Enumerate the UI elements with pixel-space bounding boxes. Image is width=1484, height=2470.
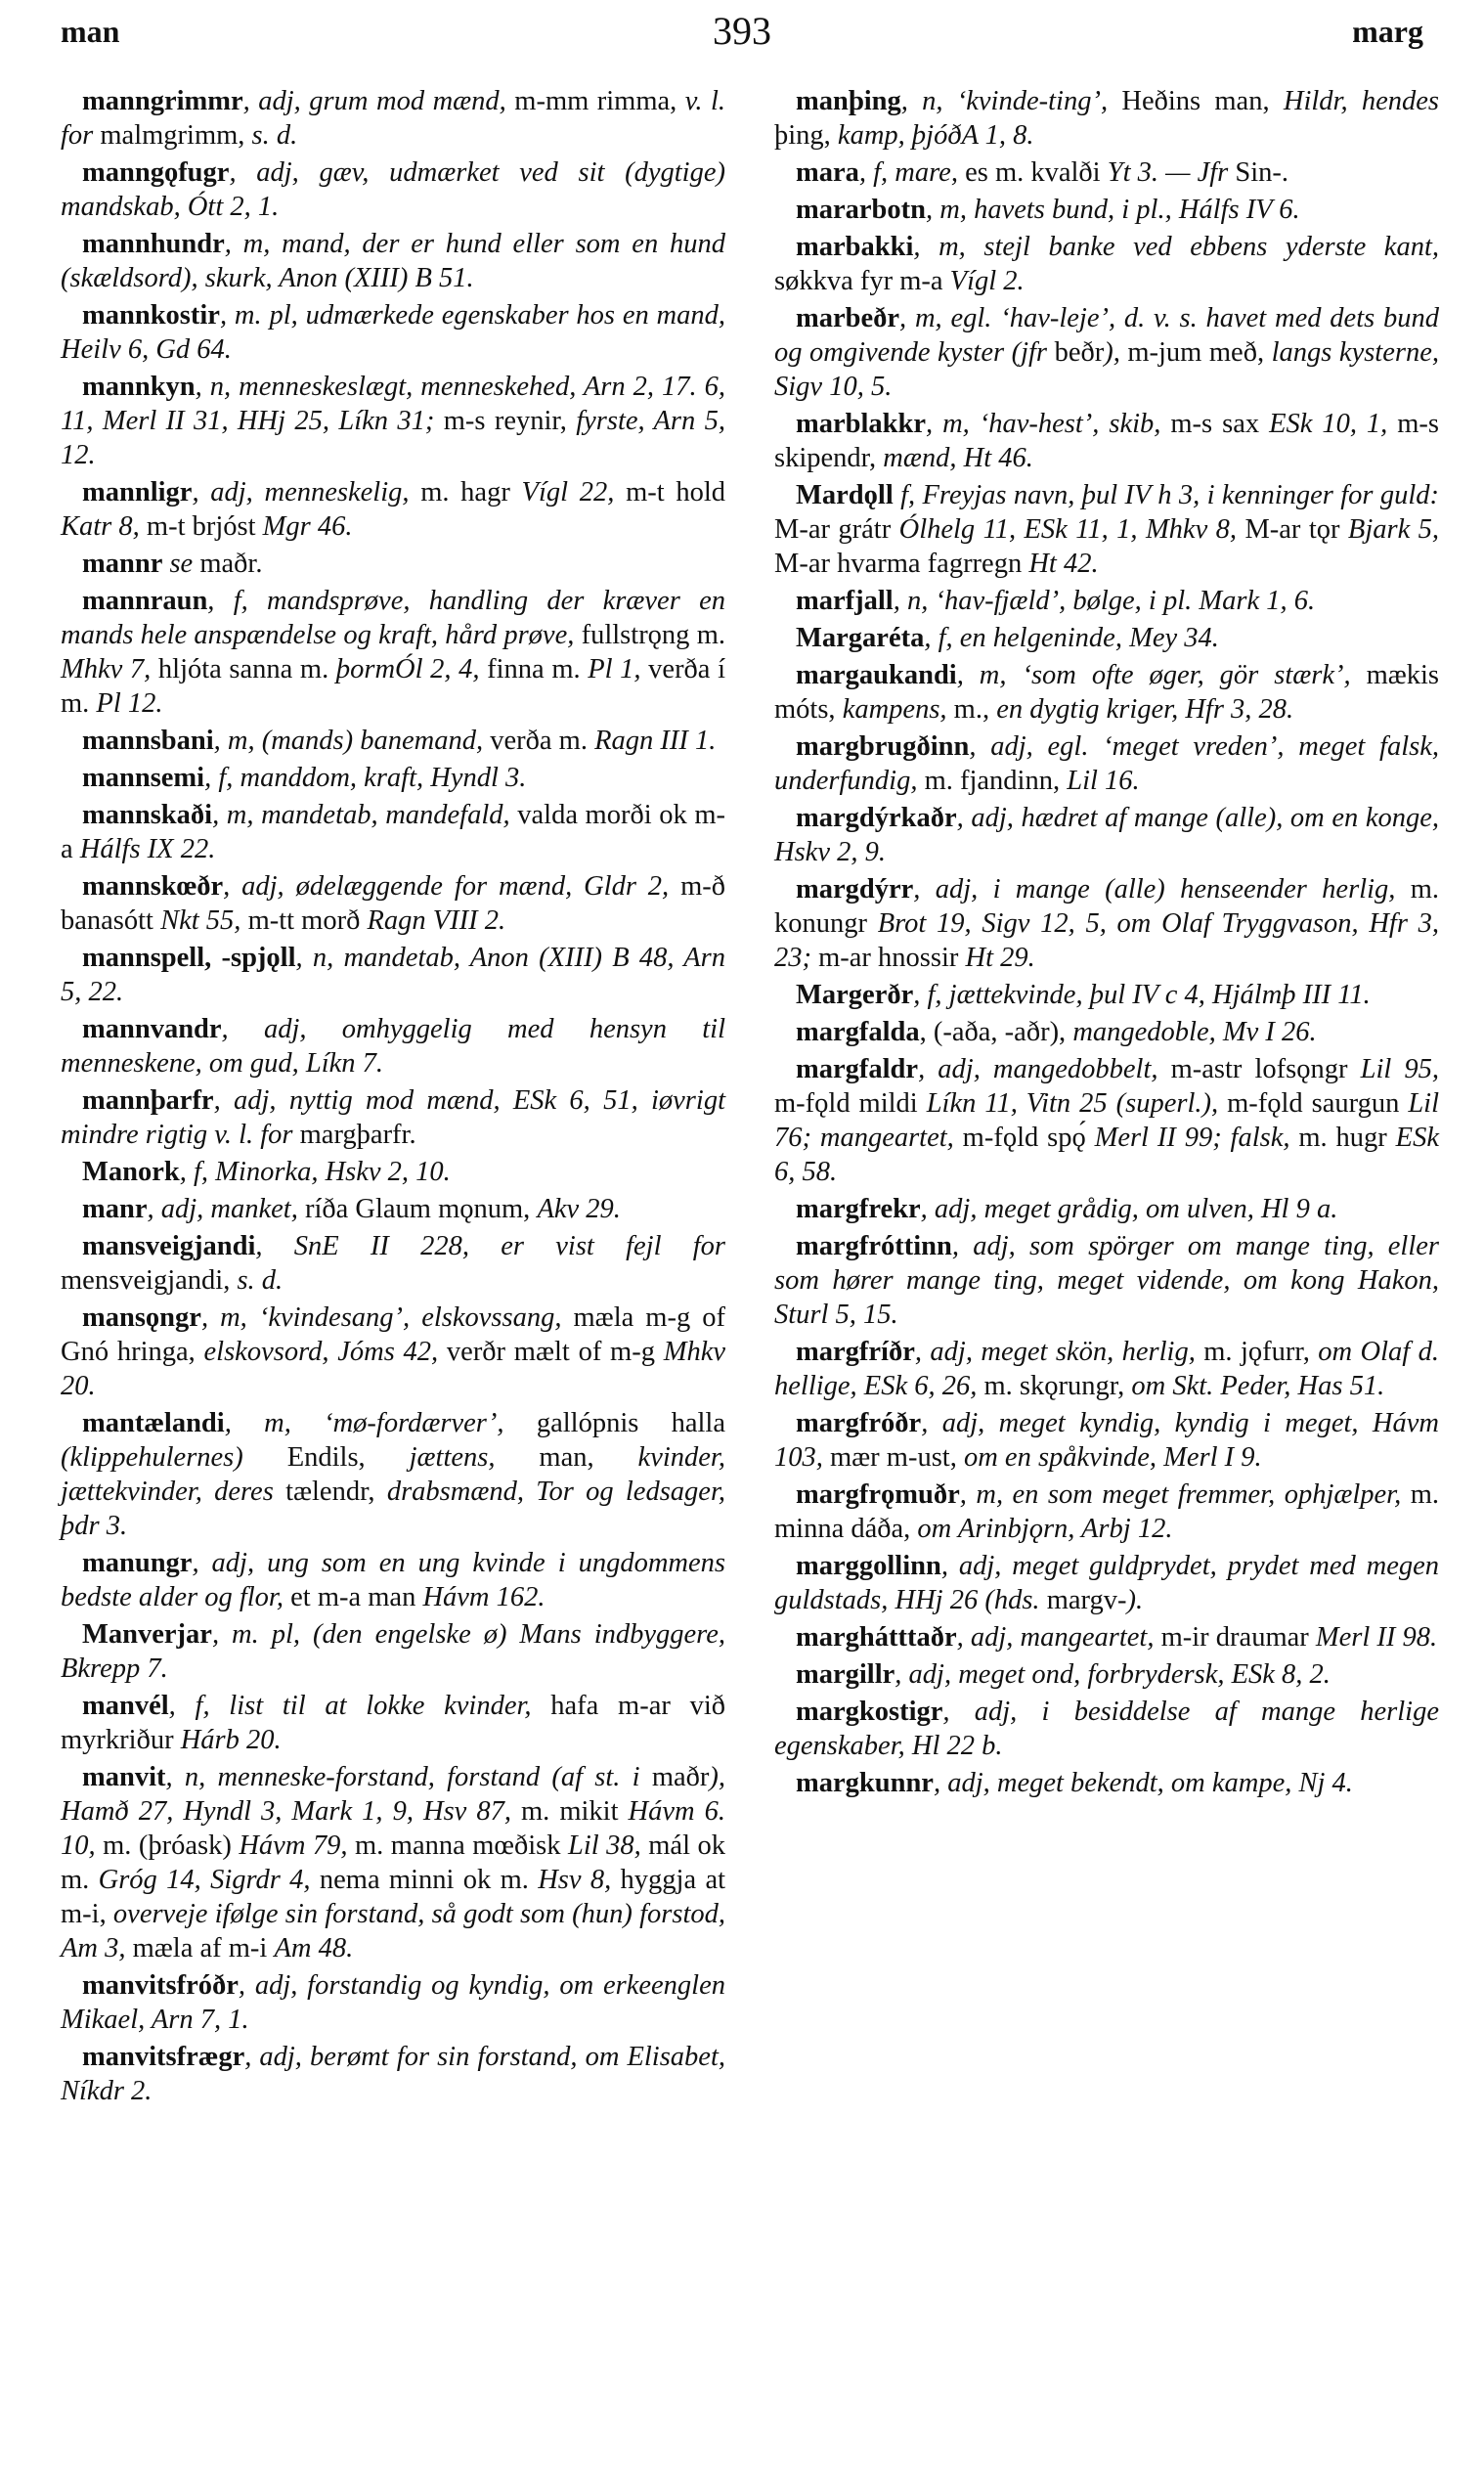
dictionary-entry	[61, 1760, 725, 1965]
entry-citation: m.,	[953, 694, 997, 725]
entry-citation: Endils,	[286, 1442, 410, 1473]
entry-headword: Mardǫll	[796, 480, 894, 510]
entry-definition: , adj, berømt for sin forstand, om Elisabet, Níkdr 2.	[61, 2042, 725, 2106]
entry-headword: mararbotn	[796, 195, 926, 225]
dictionary-entry	[774, 801, 1439, 869]
entry-citation: søkkva fyr m-a	[774, 266, 950, 296]
dictionary-entry	[774, 1766, 1439, 1800]
entry-citation: m. minna dáða,	[774, 1479, 1439, 1544]
entry-definition: , m, havets bund, i pl., Hálfs IV 6.	[925, 195, 1300, 225]
entry-definition: , adj, meget guldprydet, prydet med megen guldstads, HHj 26 (hds.	[774, 1551, 1439, 1615]
entry-headword: mannsbani	[82, 726, 214, 756]
entry-definition: Yt 3. — Jfr	[1107, 157, 1236, 188]
entry-definition: , adj, meget ond, forbrydersk, ESk 8, 2.	[895, 1659, 1331, 1690]
entry-definition: om Skt. Peder, Has 51.	[1131, 1371, 1385, 1401]
dictionary-entry	[61, 724, 725, 758]
entry-headword: marbeðr	[796, 303, 900, 333]
entry-citation: m. fjandinn,	[924, 766, 1068, 796]
dictionary-entry	[774, 1695, 1439, 1763]
entry-definition: ESk 10, 1,	[1269, 409, 1398, 439]
entry-definition: kvinder, jættekvinder, deres	[61, 1442, 725, 1507]
entry-definition: f, Freyjas navn, þul IV h 3, i kenninger for guld:	[893, 480, 1439, 510]
entry-definition: Pl 12.	[96, 688, 163, 719]
entry-citation: Heðins man,	[1121, 86, 1284, 116]
entry-definition: Hávm 6. 10,	[61, 1796, 725, 1861]
entry-definition: Hildr, hendes	[1283, 86, 1440, 116]
entry-citation: fullstrǫng m.	[581, 620, 725, 650]
entry-definition: Lil 16.	[1067, 766, 1140, 796]
entry-headword: Margerðr	[796, 980, 914, 1010]
entry-headword: margfalda	[796, 1017, 920, 1047]
entry-citation: M-ar grátr	[774, 514, 899, 545]
dictionary-entry	[774, 1620, 1439, 1654]
entry-definition: s. d.	[237, 1265, 284, 1296]
dictionary-entry	[774, 84, 1439, 153]
entry-definition: Nkt 55,	[160, 905, 248, 936]
entry-headword: mansǫngr	[82, 1302, 201, 1333]
entry-citation: nema minni ok m.	[319, 1865, 539, 1895]
entry-definition: en dygtig kriger, Hfr 3, 28.	[996, 694, 1294, 725]
entry-definition: se	[162, 549, 200, 579]
entry-definition: Hálfs IX 22.	[79, 834, 216, 864]
entry-definition: , m, en som meget fremmer, ophjælper,	[959, 1479, 1411, 1510]
entry-definition: , adj, grum mod mænd,	[242, 86, 515, 116]
entry-headword: margaukandi	[796, 660, 957, 690]
entry-definition: , f, en helgeninde, Mey 34.	[924, 623, 1219, 653]
entry-definition: Merl II 98.	[1315, 1622, 1438, 1653]
dictionary-entry	[61, 761, 725, 795]
entry-definition: kamp, þjóðA 1, 8.	[837, 120, 1034, 151]
entry-definition: , m, ‘kvindesang’, elskovssang,	[200, 1302, 574, 1333]
entry-definition: , adj, egl. ‘meget vreden’, meget falsk, underfundig,	[774, 731, 1439, 796]
entry-definition: jættens,	[409, 1442, 540, 1473]
entry-definition: Merl II 99; falsk,	[1094, 1123, 1299, 1153]
entry-citation: beðr	[1054, 337, 1105, 368]
entry-citation: M-ar hvarma fagrregn	[774, 549, 1029, 579]
entry-definition: , n, menneske-forstand, forstand (af st. i	[165, 1762, 652, 1792]
entry-definition: , adj, mangedobbelt,	[918, 1054, 1171, 1084]
entry-citation: malmgrimm,	[100, 120, 252, 151]
entry-headword: mannkyn	[82, 372, 196, 402]
entry-headword: mannþarfr	[82, 1085, 214, 1116]
entry-definition: drabsmænd, Tor og ledsager, þdr 3.	[61, 1477, 725, 1541]
entry-definition: , adj, i mange (alle) henseender herlig,	[913, 874, 1411, 904]
entry-citation: , (-aða, -aðr),	[919, 1017, 1073, 1047]
entry-definition: , adj, meget skön, herlig,	[914, 1337, 1204, 1367]
entry-definition: Ragn III 1.	[594, 726, 717, 756]
entry-definition: , adj, meget bekendt, om kampe, Nj 4.	[933, 1768, 1353, 1798]
entry-headword: manungr	[82, 1548, 193, 1578]
entry-definition: , adj, meget kyndig, kyndig i meget, Hávm 103,	[774, 1408, 1439, 1473]
entry-citation: m-tt morð	[247, 905, 368, 936]
entry-headword: manvitsfróðr	[82, 1970, 239, 2001]
entry-citation: m. hagr	[420, 477, 522, 507]
entry-headword: mannsemi	[82, 763, 205, 793]
dictionary-entry	[61, 1083, 725, 1152]
entry-citation: man,	[539, 1442, 638, 1473]
entry-definition: Vígl 22,	[521, 477, 627, 507]
entry-definition: , adj, forstandig og kyndig, om erkeenglen Mikael, Arn 7, 1.	[61, 1970, 725, 2035]
entry-citation: maðr	[651, 1762, 710, 1792]
dictionary-entry	[61, 1689, 725, 1757]
entry-definition: , n, menneskeslægt, menneskehed, Arn 2, 17. 6, 11, Merl II 31, HHj 25, Líkn 31;	[61, 372, 725, 436]
entry-definition: om en spåkvinde, Merl I 9.	[963, 1442, 1262, 1473]
entry-citation: m-astr lofsǫngr	[1170, 1054, 1361, 1084]
dictionary-entry	[774, 301, 1439, 404]
entry-headword: mannskœðr	[82, 871, 224, 902]
entry-definition: , m, stejl banke ved ebbens yderste kant,	[913, 232, 1439, 262]
entry-definition: ).	[1126, 1585, 1144, 1615]
entry-citation: et m-a man	[290, 1582, 423, 1612]
entry-citation: m. manna mœðisk	[355, 1830, 568, 1861]
entry-citation: m-jum með,	[1127, 337, 1272, 368]
entry-definition: , m, ‘som ofte øger, gör stærk’,	[956, 660, 1367, 690]
entry-definition: Hávm 162.	[422, 1582, 546, 1612]
dictionary-entry	[61, 941, 725, 1009]
page-header	[61, 6, 1423, 59]
dictionary-entry	[61, 1229, 725, 1298]
entry-headword: Manverjar	[82, 1619, 212, 1650]
entry-definition: om Olaf d. hellige, ESk 6, 26,	[774, 1337, 1439, 1401]
entry-citation: m-fǫld spǫ́	[962, 1123, 1095, 1153]
entry-definition: v. l. for	[61, 86, 725, 151]
entry-definition: Lil 76; mangeartet,	[774, 1088, 1439, 1153]
dictionary-entry	[774, 978, 1439, 1012]
dictionary-entry	[61, 1192, 725, 1226]
entry-definition: , adj, hædret af mange (alle), om en konge, Hskv 2, 9.	[774, 803, 1439, 867]
entry-citation: mækis móts,	[774, 660, 1439, 725]
dictionary-entry	[61, 2040, 725, 2108]
entry-definition: Mhkv 7,	[61, 654, 158, 684]
entry-citation: verðr mælt of m-g	[446, 1337, 664, 1367]
entry-definition: elskovsord, Jóms 42,	[203, 1337, 447, 1367]
entry-definition: , n, ‘hav-fjæld’, bølge, i pl. Mark 1, 6.	[893, 586, 1316, 616]
entry-definition: , SnE II 228, er vist fejl for	[255, 1231, 725, 1261]
entry-headword: manvit	[82, 1762, 166, 1792]
entry-definition: , f, list til at lokke kvinder,	[168, 1691, 551, 1721]
entry-citation: valda morði ok m-a	[61, 800, 725, 864]
dictionary-entry	[61, 869, 725, 938]
entry-citation: mæla m-g of Gnó hringa,	[61, 1302, 725, 1367]
dictionary-entry	[61, 1617, 725, 1686]
entry-headword: marfjall	[796, 586, 894, 616]
entry-definition: , m, egl. ‘hav-leje’, d. v. s. havet med dets bund og omgivende kyster (jfr	[774, 303, 1439, 368]
entry-definition: , m, ‘hav-hest’, skib,	[926, 409, 1171, 439]
entry-citation: hljóta sanna m.	[157, 654, 336, 684]
entry-headword: mannraun	[82, 586, 208, 616]
entry-definition: , adj, mangeartet,	[956, 1622, 1161, 1653]
entry-definition: fyrste, Arn 5, 12.	[61, 406, 725, 470]
entry-headword: margfríðr	[796, 1337, 915, 1367]
entry-definition: Pl 1,	[588, 654, 649, 684]
entry-headword: marbakki	[796, 232, 914, 262]
entry-headword: manvél	[82, 1691, 169, 1721]
entry-definition: , m. pl, udmærkede egenskaber hos en mand, Heilv 6, Gd 64.	[61, 300, 725, 365]
entry-citation: margþarfr.	[299, 1120, 416, 1150]
entry-definition: , adj, nyttig mod mænd, ESk 6, 51, iøvrigt mindre rigtig v. l. for	[61, 1085, 725, 1150]
dictionary-entry	[61, 155, 725, 224]
dictionary-entry	[61, 84, 725, 153]
entry-definition: langs kysterne, Sigv 10, 5.	[774, 337, 1439, 402]
dictionary-entry	[61, 1155, 725, 1189]
entry-definition: , n, ‘kvinde-ting’,	[900, 86, 1122, 116]
dictionary-entry	[61, 547, 725, 581]
entry-headword: mannvandr	[82, 1014, 222, 1044]
entry-definition: Ht 42.	[1028, 549, 1099, 579]
entry-definition: mangedoble, Mv I 26.	[1072, 1017, 1317, 1047]
entry-headword: mansveigjandi	[82, 1231, 256, 1261]
dictionary-entry	[774, 872, 1439, 975]
dictionary-entry	[774, 729, 1439, 798]
entry-definition: Vígl 2.	[949, 266, 1025, 296]
entry-definition: Mgr 46.	[262, 511, 353, 542]
dictionary-entry	[61, 1406, 725, 1543]
entry-definition: Hárb 20.	[180, 1725, 282, 1755]
entry-headword: mannskaði	[82, 800, 213, 830]
entry-definition: kampens,	[842, 694, 954, 725]
entry-definition: , f, Minorka, Hskv 2, 10.	[179, 1157, 451, 1187]
entry-definition: Bjark 5,	[1347, 514, 1440, 545]
dictionary-entry	[61, 1012, 725, 1081]
entry-headword: margkunnr	[796, 1768, 934, 1798]
entry-citation: m-mm rimma,	[514, 86, 685, 116]
entry-definition: om Arinbjǫrn, Arbj 12.	[917, 1514, 1173, 1544]
dictionary-entry	[774, 584, 1439, 618]
entry-headword: manngǫfugr	[82, 157, 230, 188]
entry-citation: m-t brjóst	[146, 511, 263, 542]
entry-citation: m-s sax	[1170, 409, 1270, 439]
entry-citation: m-ð banasótt	[61, 871, 725, 936]
entry-headword: margfróðr	[796, 1408, 922, 1438]
dictionary-entry	[774, 407, 1439, 475]
entry-definition: Hávm 79,	[239, 1830, 355, 1861]
dictionary-entry	[774, 1478, 1439, 1546]
entry-definition: , adj, ødelæggende for mænd, Gldr 2,	[223, 871, 681, 902]
entry-definition: , f, manddom, kraft, Hyndl 3.	[204, 763, 527, 793]
entry-citation: finna m.	[487, 654, 589, 684]
entry-citation: margv-	[1046, 1585, 1127, 1615]
entry-citation: verða m.	[490, 726, 595, 756]
dictionary-entry	[774, 1406, 1439, 1475]
dictionary-entry	[774, 1052, 1439, 1189]
entry-definition: mænd, Ht 46.	[883, 443, 1033, 473]
entry-definition: Brot 19, Sigv 12, 5, om Olaf Tryggvason, Hfr 3, 23;	[774, 908, 1439, 973]
entry-citation: verða í m.	[61, 654, 725, 719]
entry-headword: margdýrr	[796, 874, 914, 904]
dictionary-entry	[774, 1657, 1439, 1692]
entry-headword: marghátttaðr	[796, 1622, 957, 1653]
entry-citation: þing,	[774, 120, 838, 151]
entry-citation: mæla af m-i	[132, 1933, 275, 1963]
entry-definition: s. d.	[251, 120, 298, 151]
entry-headword: margdýrkaðr	[796, 803, 957, 833]
entry-definition: , adj, omhyggelig med hensyn til menneskene, om gud, Líkn 7.	[61, 1014, 725, 1079]
running-head-left: man	[61, 14, 120, 49]
entry-headword: margfróttinn	[796, 1231, 952, 1261]
entry-definition: Líkn 11, Vitn 25 (superl.),	[926, 1088, 1228, 1119]
entry-headword: mantælandi	[82, 1408, 225, 1438]
entry-headword: marblakkr	[796, 409, 927, 439]
entry-citation: Sin-.	[1235, 157, 1289, 188]
dictionary-entry	[774, 1192, 1439, 1226]
entry-definition: , f, mare,	[858, 157, 966, 188]
entry-definition: ),	[1104, 337, 1128, 368]
entry-headword: margkostigr	[796, 1697, 943, 1727]
entry-definition: , adj, meget grådig, om ulven, Hl 9 a.	[920, 1194, 1338, 1224]
entry-headword: margfrekr	[796, 1194, 921, 1224]
entry-citation: m. skǫrungr,	[983, 1371, 1132, 1401]
entry-citation: m. mikit	[521, 1796, 629, 1827]
entry-definition: þormÓl 2, 4,	[335, 654, 488, 684]
entry-citation: m. konungr	[774, 874, 1439, 939]
dictionary-entry	[61, 370, 725, 472]
entry-definition: , adj, gæv, udmærket ved sit (dygtige) mandskab, Ótt 2, 1.	[61, 157, 725, 222]
entry-definition: , f, mandsprøve, handling der kræver en mands hele anspændelse og kraft, hård prøve,	[61, 586, 725, 650]
entry-citation: gallópnis halla	[536, 1408, 725, 1438]
entry-headword: margfaldr	[796, 1054, 919, 1084]
page-number: 393	[713, 9, 771, 53]
entry-definition: overveje ifølge sin forstand, så godt som (hun) forstod, Am 3,	[61, 1899, 726, 1963]
entry-citation: m-s skipendr,	[774, 409, 1440, 473]
entry-definition: Ht 29.	[965, 943, 1035, 973]
dictionary-entry	[774, 478, 1439, 581]
entry-citation: m-t hold	[626, 477, 726, 507]
dictionary-entry	[61, 1546, 725, 1614]
entry-definition: Am 48.	[274, 1933, 354, 1963]
dictionary-entry	[61, 1968, 725, 2037]
entry-definition: Lil 38,	[567, 1830, 649, 1861]
entry-headword: Margaréta	[796, 623, 925, 653]
entry-citation: m-ir draumar	[1160, 1622, 1316, 1653]
entry-definition: Ólhelg 11, ESk 11, 1, Mhkv 8,	[898, 514, 1245, 545]
entry-headword: mannkostir	[82, 300, 220, 331]
entry-citation: m. jǫfurr,	[1203, 1337, 1319, 1367]
dictionary-entry	[61, 584, 725, 721]
entry-citation: mál ok m.	[61, 1830, 725, 1895]
entry-definition: Ragn VIII 2.	[367, 905, 506, 936]
entry-headword: mannligr	[82, 477, 193, 507]
entry-definition: , adj, manket,	[147, 1194, 305, 1224]
dictionary-entry	[774, 193, 1439, 227]
entry-citation: hafa m-ar við myrkriður	[61, 1691, 726, 1755]
entry-headword: mannhundr	[82, 229, 225, 259]
entry-citation: m-fǫld saurgun	[1227, 1088, 1409, 1119]
entry-headword: marggollinn	[796, 1551, 941, 1581]
entry-headword: margillr	[796, 1659, 895, 1690]
entry-headword: manvitsfrægr	[82, 2042, 245, 2072]
entry-citation: maðr.	[199, 549, 263, 579]
right-column	[774, 84, 1439, 1803]
entry-citation: m-ar hnossir	[818, 943, 966, 973]
dictionary-entry	[774, 1015, 1439, 1049]
entry-definition: ESk 6, 58.	[774, 1123, 1439, 1187]
entry-headword: manr	[82, 1194, 148, 1224]
entry-definition: , f, jættekvinde, þul IV c 4, Hjálmþ III 11.	[913, 980, 1371, 1010]
entry-headword: mannr	[82, 549, 163, 579]
dictionary-entry	[61, 798, 725, 866]
entry-citation: m-s reynir,	[443, 406, 577, 436]
entry-citation: hyggja at m-i,	[61, 1865, 726, 1929]
dictionary-entry	[774, 1229, 1439, 1332]
dictionary-entry	[774, 1335, 1439, 1403]
dictionary-entry	[61, 227, 725, 295]
dictionary-entry	[774, 1549, 1439, 1617]
entry-citation: ríða Glaum mǫnum,	[304, 1194, 538, 1224]
entry-definition: , m, mandetab, mandefald,	[212, 800, 518, 830]
dictionary-entry	[774, 155, 1439, 190]
entry-definition: , adj, ung som en ung kvinde i ungdommens bedste alder og flor,	[61, 1548, 725, 1612]
entry-citation: mær m-ust,	[830, 1442, 964, 1473]
entry-definition: , m, (mands) banemand,	[213, 726, 491, 756]
entry-definition: Gróg 14, Sigrdr 4,	[98, 1865, 320, 1895]
entry-definition: Akv 29.	[537, 1194, 621, 1224]
dictionary-entry	[774, 658, 1439, 727]
entry-citation: mensveigjandi,	[61, 1265, 238, 1296]
entry-definition: , n, mandetab, Anon (XIII) B 48, Arn 5, 22.	[61, 943, 725, 1007]
dictionary-entry	[61, 298, 725, 367]
entry-definition: Lil 95,	[1360, 1054, 1439, 1084]
entry-headword: mannspell, -spjǫll	[82, 943, 296, 973]
entry-definition: Katr 8,	[61, 511, 147, 542]
entry-definition: , adj, i besiddelse af mange herlige egenskaber, Hl 22 b.	[774, 1697, 1439, 1761]
dictionary-entry	[774, 621, 1439, 655]
entry-headword: margfrǫmuðr	[796, 1479, 960, 1510]
dictionary-entry	[774, 230, 1439, 298]
entry-definition: , adj, som spörger om mange ting, eller som hører mange ting, meget vidende, om kong Hakon, Sturl 5, 15.	[774, 1231, 1439, 1330]
entry-citation: m-fǫld mildi	[774, 1088, 927, 1119]
entry-definition: Mhkv 20.	[61, 1337, 726, 1401]
entry-headword: Manork	[82, 1157, 180, 1187]
entry-headword: mara	[796, 157, 859, 188]
entry-definition: Hsv 8,	[538, 1865, 621, 1895]
entry-definition: , m, ‘mø-fordærver’,	[224, 1408, 537, 1438]
entry-headword: manþing	[796, 86, 901, 116]
entry-citation: tælendr,	[285, 1477, 387, 1507]
dictionary-entry	[61, 475, 725, 544]
entry-definition: , m, mand, der er hund eller som en hund (skældsord), skurk, Anon (XIII) B 51.	[61, 229, 725, 293]
running-head-right: marg	[1352, 14, 1423, 49]
entry-citation: es m. kvalði	[965, 157, 1108, 188]
entry-headword: margbrugðinn	[796, 731, 970, 762]
entry-citation: M-ar tǫr	[1244, 514, 1348, 545]
entry-headword: manngrimmr	[82, 86, 243, 116]
entry-definition: , m. pl, (den engelske ø) Mans indbyggere, Bkrepp 7.	[61, 1619, 725, 1684]
entry-citation: m. (þróask)	[103, 1830, 240, 1861]
entry-definition: , adj, menneskelig,	[192, 477, 421, 507]
entry-definition: ), Hamð 27, Hyndl 3, Mark 1, 9, Hsv 87,	[61, 1762, 725, 1827]
left-column	[61, 84, 725, 2111]
entry-citation: m. hugr	[1298, 1123, 1396, 1153]
entry-definition: (klippehulernes)	[61, 1442, 287, 1473]
dictionary-entry	[61, 1301, 725, 1403]
